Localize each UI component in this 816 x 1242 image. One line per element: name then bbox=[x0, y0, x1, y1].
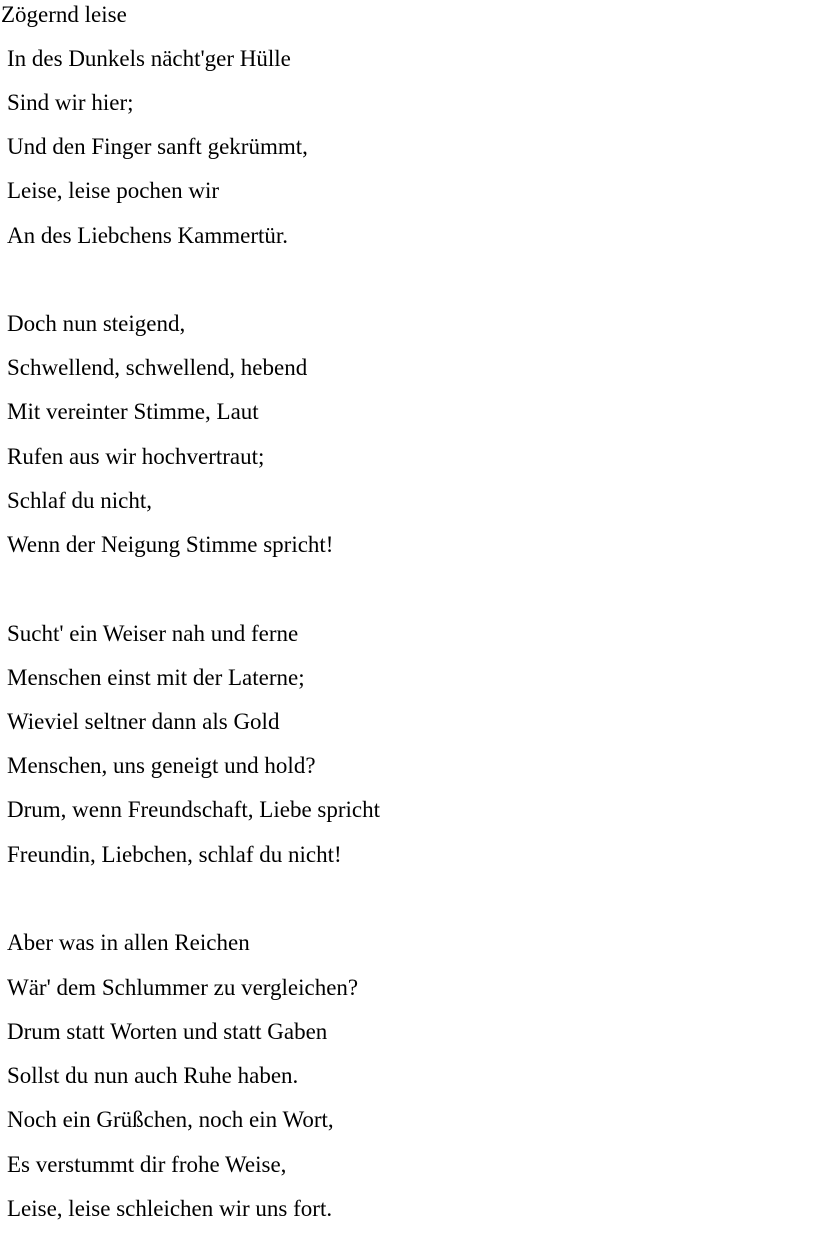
poem-line: Menschen, uns geneigt und hold? bbox=[7, 753, 316, 778]
poem-line: Wenn der Neigung Stimme spricht! bbox=[7, 532, 334, 557]
poem-line: Mit vereinter Stimme, Laut bbox=[7, 399, 259, 424]
poem-line: Noch ein Grüßchen, noch ein Wort, bbox=[7, 1107, 334, 1132]
poem-line: Und den Finger sanft gekrümmt, bbox=[7, 134, 308, 159]
poem-line: Sollst du nun auch Ruhe haben. bbox=[7, 1063, 299, 1088]
poem-line: Wieviel seltner dann als Gold bbox=[7, 709, 280, 734]
poem-line: Aber was in allen Reichen bbox=[7, 930, 250, 955]
poem-line: Leise, leise schleichen wir uns fort. bbox=[7, 1196, 333, 1221]
poem-line: Doch nun steigend, bbox=[7, 311, 186, 336]
poem-line: Wär' dem Schlummer zu vergleichen? bbox=[7, 975, 359, 1000]
poem-line: Leise, leise pochen wir bbox=[7, 178, 220, 203]
poem-first-line: Zögernd leise bbox=[1, 2, 127, 27]
poem-line: Sind wir hier; bbox=[7, 90, 134, 115]
poem-line: Sucht' ein Weiser nah und ferne bbox=[7, 621, 299, 646]
poem-line: Menschen einst mit der Laterne; bbox=[7, 665, 305, 690]
poem-line: Freundin, Liebchen, schlaf du nicht! bbox=[7, 842, 342, 867]
poem-line: Drum statt Worten und statt Gaben bbox=[7, 1019, 328, 1044]
poem-line: Schwellend, schwellend, hebend bbox=[7, 355, 308, 380]
poem-line: An des Liebchens Kammertür. bbox=[7, 223, 289, 248]
poem-line: Drum, wenn Freundschaft, Liebe spricht bbox=[7, 797, 381, 822]
poem-line: Schlaf du nicht, bbox=[7, 488, 152, 513]
poem-line: Es verstummt dir frohe Weise, bbox=[7, 1152, 287, 1177]
poem-line: In des Dunkels nächt'ger Hülle bbox=[7, 46, 291, 71]
poem-line: Rufen aus wir hochvertraut; bbox=[7, 444, 265, 469]
